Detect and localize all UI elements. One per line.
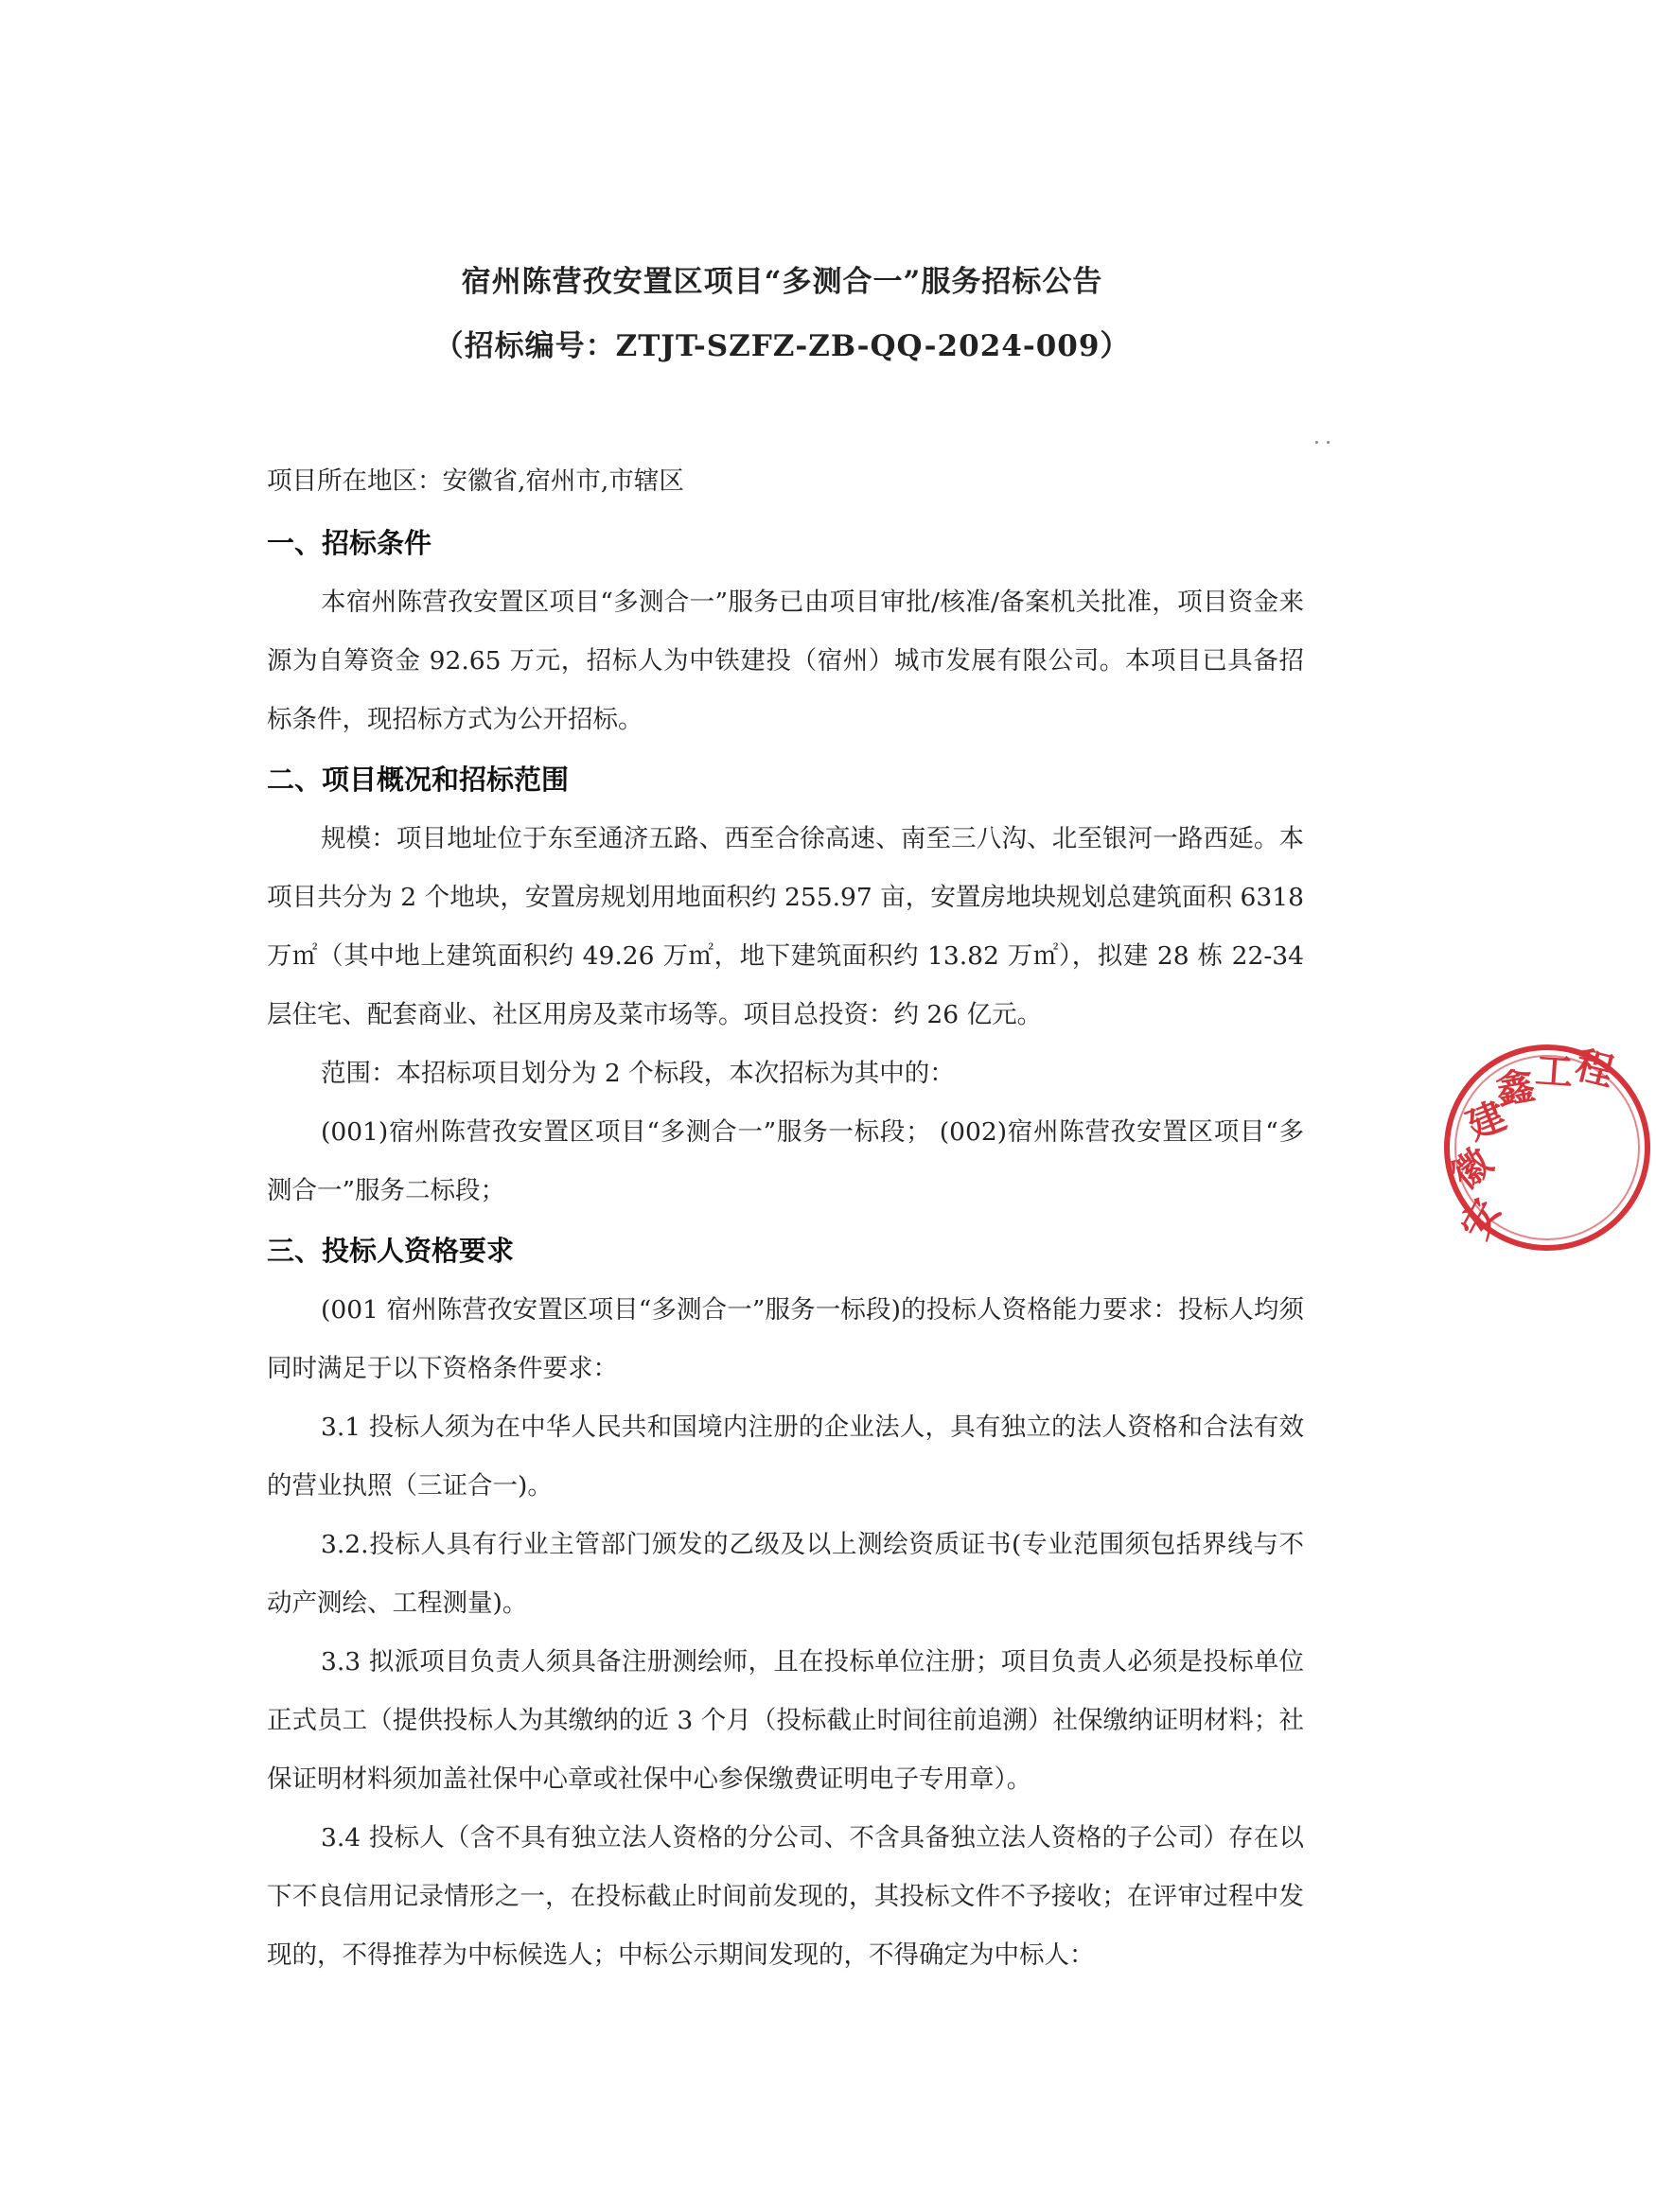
requirement-3-1: 3.1 投标人须为在中华人民共和国境内注册的企业法人，具有独立的法人资格和合法有效的营业执照（三证合一)。 [267,1413,1304,1501]
section-2-lots-paragraph: (001)宿州陈营孜安置区项目“多测合一”服务一标段； (002)宿州陈营孜安置区项目“多测合一”服务二标段； [267,1117,1304,1205]
requirement-3-2: 3.2.投标人具有行业主管部门颁发的乙级及以上测绘资质证书(专业范围须包括界线与不动产测绘、工程测量)。 [267,1530,1304,1618]
svg-text:安: 安 [1453,1192,1510,1247]
section-2-scale-paragraph: 规模：项目地址位于东至通济五路、西至合徐高速、南至三八沟、北至银河一路西延。本项目共分为 2 个地块，安置房规划用地面积约 255.97 亩，安置房地块规划总建筑面积 6318 万㎡（其中地上建筑面积约 49.26 万㎡，地下建筑面积约 13.82 万㎡），拟建 28 栋 22-34 层住宅、配套商业、社区用房及菜市场等。项目总投资：约 26 亿元。 [267,824,1304,1029]
document-title: 宿州陈营孜安置区项目“多测合一”服务招标公告 [461,265,1103,299]
svg-text:程: 程 [1571,1043,1619,1096]
bid-number: （招标编号：ZTJT-SZFZ-ZB-QQ-2024-009） [433,329,1131,363]
requirement-3-3: 3.3 拟派项目负责人须具备注册测绘师，且在投标单位注册；项目负责人必须是投标单位正式员工（提供投标人为其缴纳的近 3 个月（投标截止时间往前追溯）社保缴纳证明材料；社保证明材料须加盖社保中心章或社保中心参保缴费证明电子专用章）。 [267,1647,1304,1794]
document-body [267,452,1304,1985]
section-heading-3: 三、投标人资格要求 [267,1235,515,1267]
section-heading-2: 二、项目概况和招标范围 [267,764,570,796]
company-seal [1438,1039,1656,1256]
svg-text:建: 建 [1460,1094,1513,1150]
project-region: 项目所在地区：安徽省,宿州市,市辖区 [267,466,684,496]
svg-text:鑫: 鑫 [1492,1063,1539,1114]
section-1-paragraph: 本宿州陈营孜安置区项目“多测合一”服务已由项目审批/核准/备案机关批准，项目资金来源为自筹资金 92.65 万元，招标人为中铁建投（宿州）城市发展有限公司。本项目已具备招标条件，现招标方式为公开招标。 [267,588,1304,734]
section-heading-1: 一、招标条件 [267,527,432,559]
section-3-intro-paragraph: (001 宿州陈营孜安置区项目“多测合一”服务一标段)的投标人资格能力要求：投标人均须同时满足于以下资格条件要求： [267,1295,1304,1383]
section-2-scope-paragraph: 范围：本招标项目划分为 2 个标段，本次招标为其中的： [321,1059,955,1088]
scan-speck [1327,441,1330,444]
scan-speck [1315,441,1318,444]
requirement-3-4: 3.4 投标人（含不具有独立法人资格的分公司、不含具备独立法人资格的子公司）存在以下不良信用记录情形之一，在投标截止时间前发现的，其投标文件不予接收；在评审过程中发现的，不得推荐为中标候选人；中标公示期间发现的，不得确定为中标人： [267,1823,1304,1970]
svg-text:徽: 徽 [1443,1140,1502,1199]
svg-text:工: 工 [1533,1048,1575,1096]
